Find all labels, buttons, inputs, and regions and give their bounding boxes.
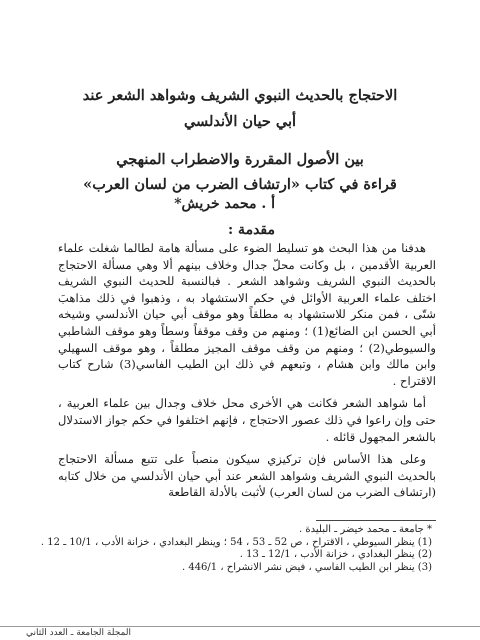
subtitle-line: بين الأصول المقررة والاضطراب المنهجي (116, 151, 364, 168)
author-name: أ . محمد خريش* (174, 196, 275, 212)
section-heading: مقدمة : (228, 222, 275, 238)
paragraph: أما شواهد الشعر فكانت هي الأخرى محل خلاف وجدال بين علماء العربية ، حتى وإن راعوا في ذلك عصور الاحتجاج ، فإنهم اختلفوا في حكم جواز الاستدلال بالشعر المجهول قائله . (58, 396, 436, 444)
footnote: * جامعة ـ محمد خيضر ـ البليدة . (299, 524, 432, 535)
footnote: (1) ينظر السيوطي ، الاقتراح ، ص 52 ـ 53 ، 54 ؛ وينظر البغدادي ، خزانة الأدب ، 10/1 ـ 12 . (40, 536, 432, 548)
book-reading-line: قراءة في كتاب «ارتشاف الضرب من لسان العرب» (83, 176, 397, 193)
title-line-2: أبي حيان الأندلسي (183, 113, 297, 130)
journal-footer: المجلة الجامعة ـ العدد الثاني (26, 628, 131, 638)
footnote-divider (316, 520, 436, 521)
paragraph: هدفنا من هذا البحث هو تسليط الضوء على مسألة هامة لطالما شغلت علماء العربية الأقدمين ، بل وكانت محلّ جدال وخلاف بينهم ألا وهي مسألة الاحتجاج بالحديث النبوي الشريف وشواهد الشعر . فبالنسبة للحديث النبوي الشريف اختلف علماء العربية الأوائل في حكم الاستشهاد به ، وذهبوا في ذلك مذاهبَ شتّى ، فمن منكر للاستشهاد به مطلقاً وهو موقف أبي حيان الأندلسي وشيخه أبي الحسن ابن الضائع(1) ؛ ومنهم من وقف موقفاً وسطاً وهو موقف الشاطبي والسيوطي(2) ؛ ومنهم من وقف موقف المجيز مطلقاً ، وهو موقف السهيلي وابن مالك وابن هشام ، وتبعهم في ذلك ابن الطيب الفاسي(3) شارح كتاب الاقتراح . (58, 241, 436, 388)
footnote: (3) ينظر ابن الطيب الفاسي ، فيض نشر الانشراح ، 446/1 . (181, 561, 432, 573)
title-line-1: الاحتجاج بالحديث النبوي الشريف وشواهد الشعر عند (82, 87, 398, 104)
body-text (58, 240, 436, 507)
footnote: (2) ينظر البغدادي ، خزانة الأدب ، 12/1 ـ 13 . (239, 549, 432, 560)
footnotes (40, 524, 432, 574)
footer-divider (0, 626, 480, 627)
paragraph: وعلى هذا الأساس فإن تركيزي سيكون منصباً على تتبع مسألة الاحتجاج بالحديث النبوي الشريف وشواهد الشعر عند أبي حيان الأندلسي من خلال كتابه (ارتشاف الضرب من لسان العرب) لأثبت بالأدلة القاطعة (58, 452, 436, 500)
